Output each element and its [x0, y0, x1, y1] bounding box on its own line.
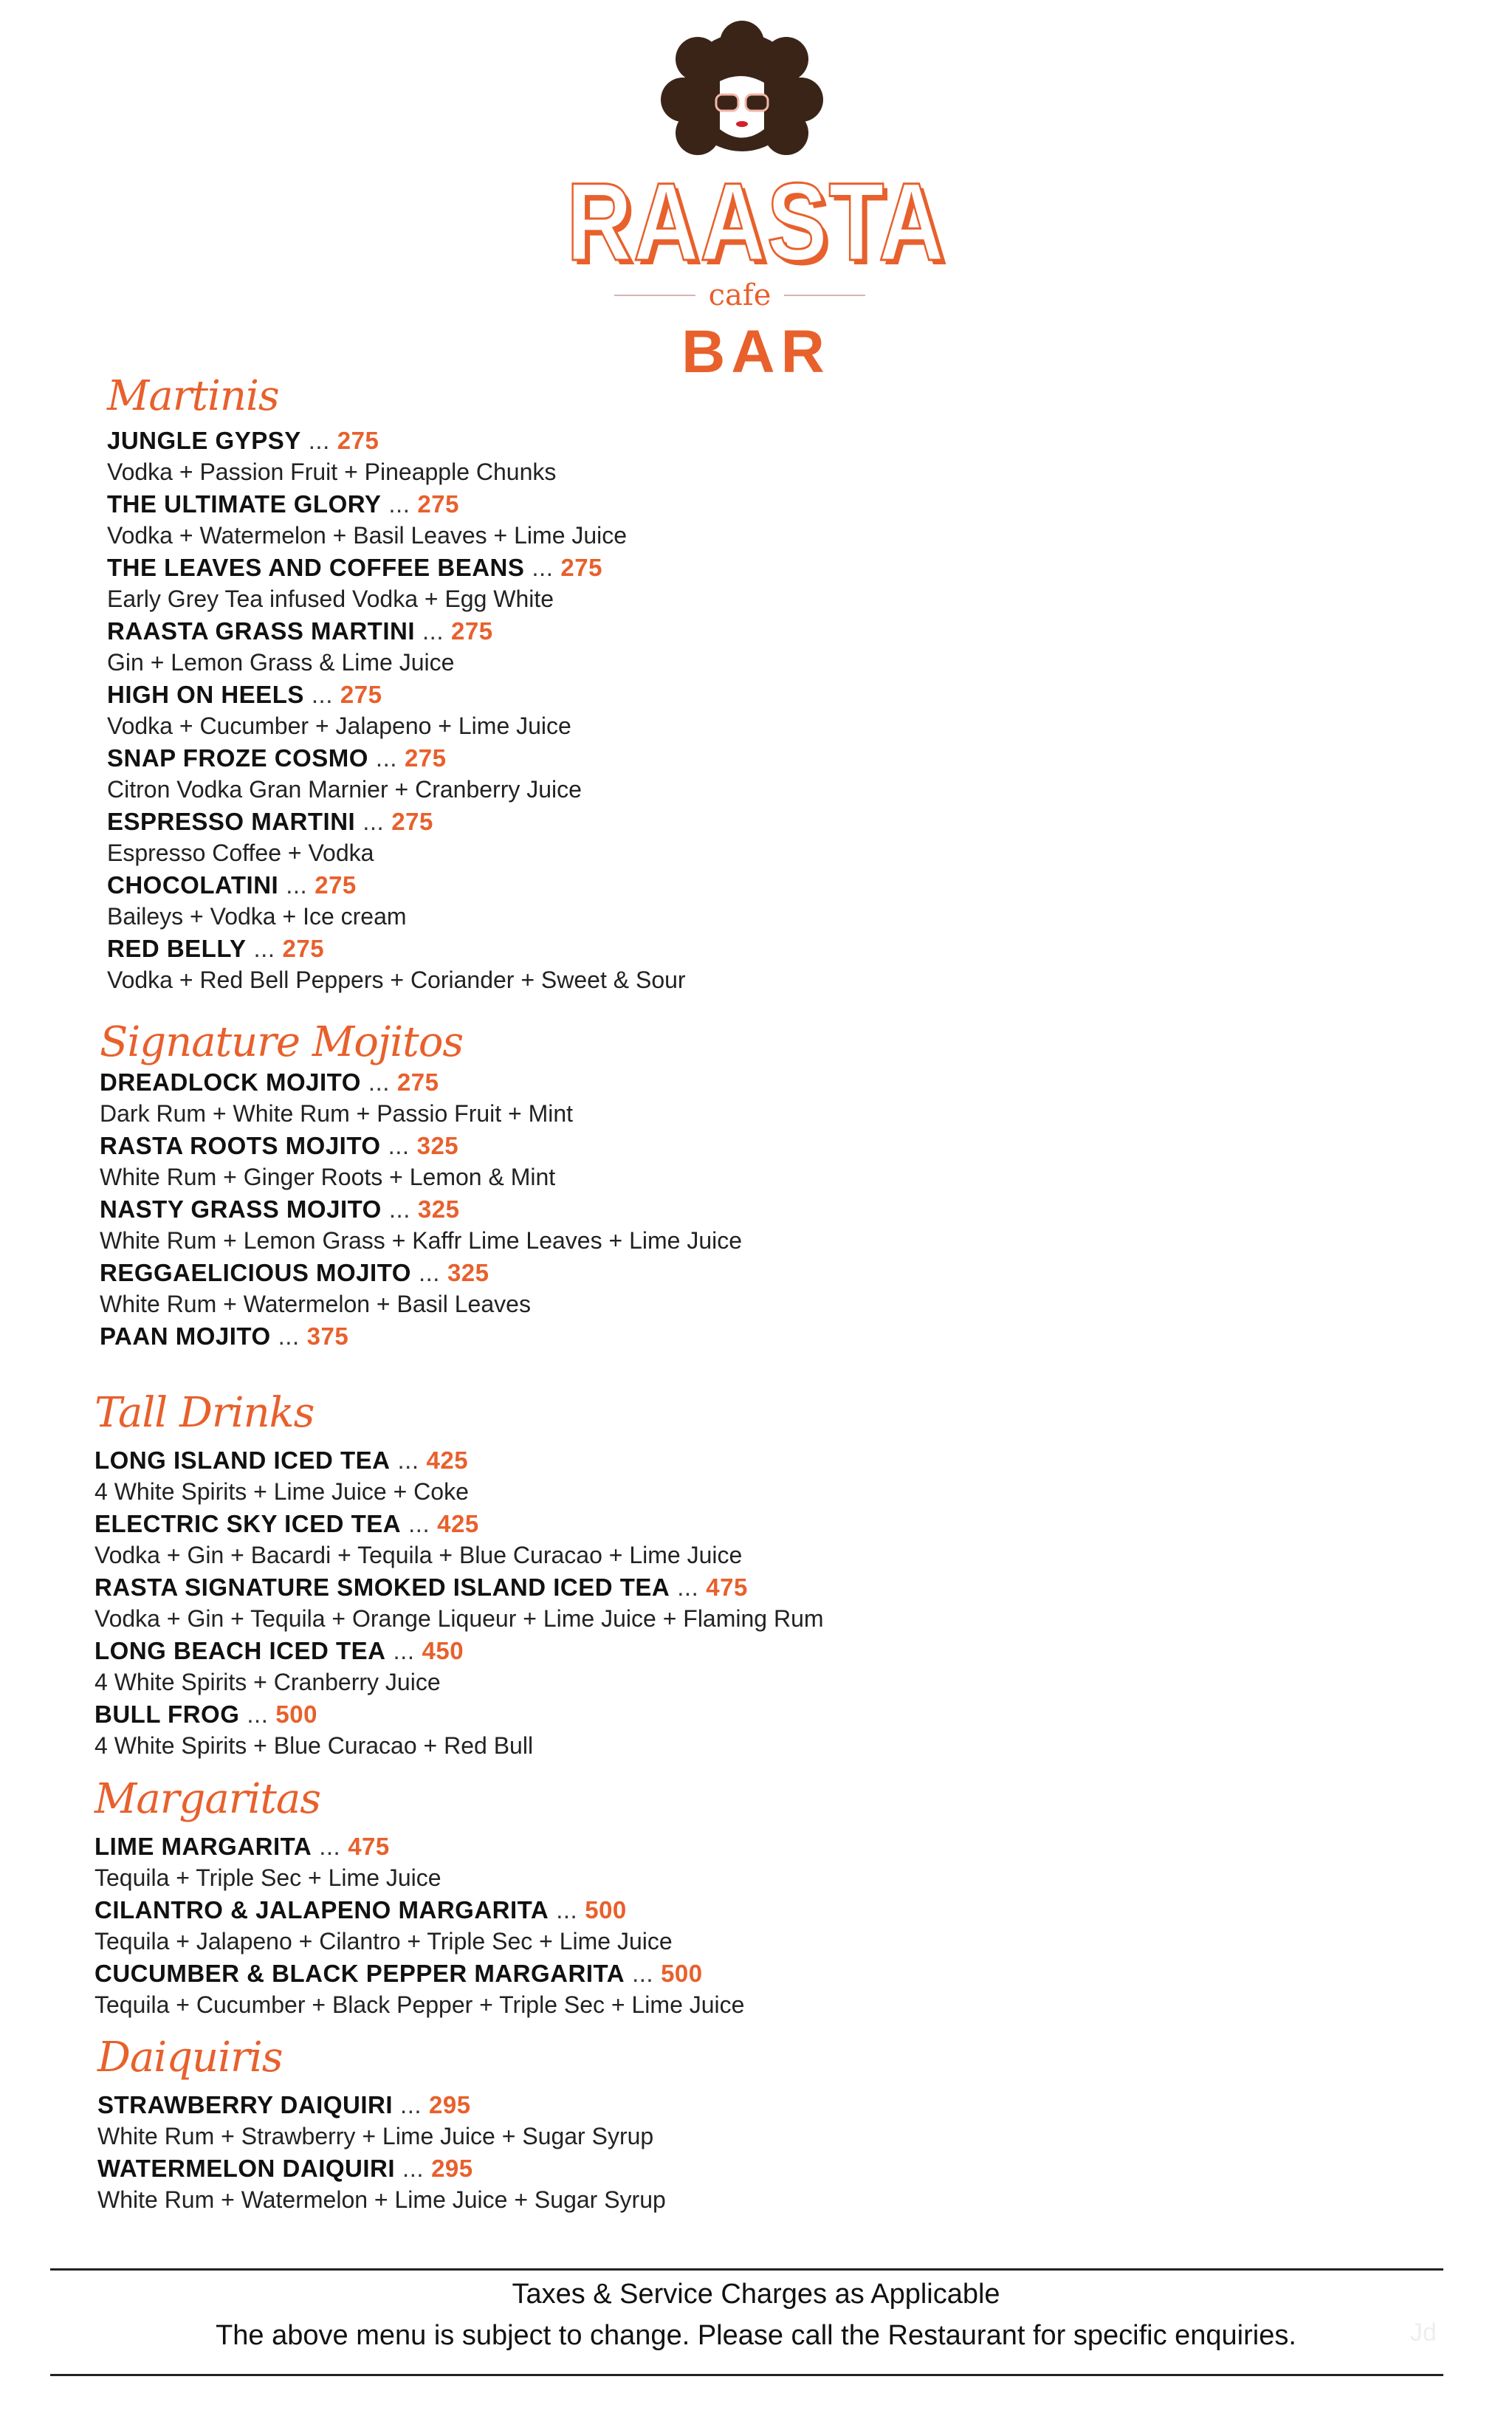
item-price: 500 — [585, 1896, 627, 1923]
menu-section — [100, 1019, 742, 1352]
item-price: 275 — [560, 554, 602, 581]
menu-item — [107, 869, 686, 901]
watermark: Jd — [1410, 2319, 1437, 2347]
item-name: STRAWBERRY DAIQUIRI — [97, 2091, 394, 2118]
item-name: ELECTRIC SKY ICED TEA — [94, 1510, 402, 1537]
item-description: Espresso Coffee + Vodka — [107, 840, 374, 866]
item-description: Tequila + Jalapeno + Cilantro + Triple Sec + Lime Juice — [94, 1928, 673, 1955]
bar-title: BAR — [681, 318, 831, 385]
separator: ... — [362, 808, 385, 835]
divider — [614, 295, 695, 296]
separator: ... — [388, 1132, 410, 1159]
item-name: DREADLOCK MOJITO — [100, 1068, 361, 1096]
item-description: Vodka + Cucumber + Jalapeno + Lime Juice — [107, 713, 571, 739]
item-name: WATERMELON DAIQUIRI — [97, 2155, 396, 2182]
cafe-label: cafe — [708, 278, 772, 312]
item-price: 425 — [437, 1510, 479, 1537]
cafe-subtitle — [614, 277, 865, 314]
section-title: Tall Drinks — [94, 1389, 315, 1437]
item-description: Vodka + Gin + Bacardi + Tequila + Blue Curacao + Lime Juice — [94, 1542, 743, 1568]
section-title: Margaritas — [94, 1775, 321, 1823]
item-name: LIME MARGARITA — [94, 1833, 312, 1860]
item-description: Vodka + Watermelon + Basil Leaves + Lime Juice — [107, 522, 628, 549]
item-name: JUNGLE GYPSY — [107, 427, 301, 454]
separator: ... — [319, 1833, 341, 1860]
menu-item — [107, 615, 686, 647]
separator: ... — [375, 744, 397, 772]
item-name: BULL FROG — [94, 1701, 240, 1728]
separator: ... — [368, 1068, 390, 1096]
menu-item — [94, 1957, 744, 1989]
item-description: 4 White Spirits + Blue Curacao + Red Bull — [94, 1732, 534, 1759]
item-price: 275 — [417, 490, 459, 518]
item-price: 295 — [431, 2155, 473, 2182]
menu-item — [107, 679, 686, 710]
separator: ... — [408, 1510, 430, 1537]
item-price: 275 — [451, 617, 493, 645]
menu-item — [107, 425, 686, 456]
menu-item — [94, 1444, 824, 1476]
menu-item — [94, 1635, 824, 1667]
item-name: LONG ISLAND ICED TEA — [94, 1446, 391, 1474]
menu-section — [94, 1390, 824, 1762]
item-price: 500 — [275, 1701, 317, 1728]
item-description: 4 White Spirits + Lime Juice + Coke — [94, 1478, 469, 1505]
item-description: Vodka + Gin + Tequila + Orange Liqueur + Lime Juice + Flaming Rum — [94, 1605, 824, 1632]
item-name: ESPRESSO MARTINI — [107, 808, 356, 835]
item-price: 375 — [306, 1322, 349, 1350]
item-price: 475 — [706, 1574, 748, 1601]
item-name: SNAP FROZE COSMO — [107, 744, 368, 772]
item-name: PAAN MOJITO — [100, 1322, 271, 1350]
item-name: CUCUMBER & BLACK PEPPER MARGARITA — [94, 1960, 625, 1987]
separator: ... — [308, 427, 330, 454]
footer-top-rule — [50, 2268, 1443, 2271]
item-description: Vodka + Passion Fruit + Pineapple Chunks — [107, 459, 557, 485]
separator: ... — [422, 617, 444, 645]
item-name: CILANTRO & JALAPENO MARGARITA — [94, 1896, 549, 1923]
menu-item — [94, 1698, 824, 1730]
item-price: 275 — [396, 1068, 439, 1096]
menu-item — [107, 488, 686, 520]
separator: ... — [556, 1896, 578, 1923]
menu-item — [97, 2089, 666, 2121]
menu-item — [94, 1830, 744, 1862]
divider — [784, 295, 865, 296]
item-price: 325 — [416, 1132, 459, 1159]
separator: ... — [388, 490, 410, 518]
menu-section — [107, 373, 686, 996]
separator: ... — [253, 935, 275, 962]
separator: ... — [397, 1446, 419, 1474]
item-price: 275 — [340, 681, 382, 708]
section-title: Signature Mojitos — [100, 1018, 464, 1066]
item-price: 275 — [315, 871, 357, 899]
separator: ... — [677, 1574, 699, 1601]
section-title: Daiquiris — [97, 2034, 283, 2082]
brand-name: RAASTA — [566, 159, 946, 284]
item-name: THE LEAVES AND COFFEE BEANS — [107, 554, 525, 581]
section-title: Martinis — [107, 372, 279, 420]
separator: ... — [311, 681, 333, 708]
item-price: 295 — [429, 2091, 471, 2118]
item-description: White Rum + Ginger Roots + Lemon & Mint — [100, 1164, 556, 1190]
item-price: 275 — [282, 935, 325, 962]
separator: ... — [532, 554, 554, 581]
item-name: LONG BEACH ICED TEA — [94, 1637, 386, 1664]
menu-item — [94, 1508, 824, 1540]
item-description: Dark Rum + White Rum + Passio Fruit + Mint — [100, 1100, 574, 1127]
separator: ... — [418, 1259, 440, 1286]
item-price: 275 — [404, 744, 447, 772]
item-name: RAASTA GRASS MARTINI — [107, 617, 415, 645]
item-name: RED BELLY — [107, 935, 247, 962]
item-price: 275 — [391, 808, 433, 835]
item-price: 475 — [348, 1833, 390, 1860]
item-name: RASTA ROOTS MOJITO — [100, 1132, 381, 1159]
item-name: REGGAELICIOUS MOJITO — [100, 1259, 411, 1286]
separator: ... — [247, 1701, 269, 1728]
item-price: 325 — [417, 1195, 460, 1223]
item-description: Vodka + Red Bell Peppers + Coriander + Sweet & Sour — [107, 967, 686, 993]
menu-item — [107, 742, 686, 774]
item-description: Tequila + Cucumber + Black Pepper + Triple Sec + Lime Juice — [94, 1991, 745, 2018]
footer-taxes-note: Taxes & Service Charges as Applicable — [512, 2279, 1000, 2310]
item-description: Citron Vodka Gran Marnier + Cranberry Juice — [107, 776, 582, 803]
item-description: Gin + Lemon Grass & Lime Juice — [107, 649, 455, 676]
item-description: Early Grey Tea infused Vodka + Egg White — [107, 586, 554, 612]
menu-item — [94, 1894, 744, 1926]
item-description: Baileys + Vodka + Ice cream — [107, 903, 407, 930]
menu-item — [107, 933, 686, 964]
menu-item — [100, 1066, 742, 1098]
item-description: White Rum + Watermelon + Lime Juice + Sugar Syrup — [97, 2186, 666, 2213]
footer-bottom-rule — [50, 2374, 1443, 2376]
item-name: RASTA SIGNATURE SMOKED ISLAND ICED TEA — [94, 1574, 670, 1601]
item-price: 500 — [661, 1960, 703, 1987]
separator: ... — [632, 1960, 654, 1987]
item-price: 450 — [422, 1637, 464, 1664]
separator: ... — [286, 871, 308, 899]
menu-section — [97, 2034, 666, 2216]
item-name: HIGH ON HEELS — [107, 681, 304, 708]
menu-item — [100, 1320, 742, 1352]
menu-item — [100, 1193, 742, 1225]
separator: ... — [393, 1637, 415, 1664]
menu-item — [100, 1257, 742, 1288]
item-price: 275 — [337, 427, 379, 454]
item-price: 425 — [426, 1446, 469, 1474]
menu-section — [94, 1776, 744, 2021]
separator: ... — [400, 2091, 422, 2118]
item-description: White Rum + Watermelon + Basil Leaves — [100, 1291, 531, 1317]
item-name: CHOCOLATINI — [107, 871, 279, 899]
menu-item — [94, 1571, 824, 1603]
item-description: White Rum + Lemon Grass + Kaffr Lime Leaves + Lime Juice — [100, 1227, 743, 1254]
menu-item — [97, 2152, 666, 2184]
menu-item — [107, 806, 686, 837]
footer-disclaimer: The above menu is subject to change. Please call the Restaurant for specific enquiries. — [216, 2320, 1296, 2351]
item-description: White Rum + Strawberry + Lime Juice + Sugar Syrup — [97, 2123, 654, 2149]
separator: ... — [388, 1195, 410, 1223]
item-description: 4 White Spirits + Cranberry Juice — [94, 1669, 441, 1695]
menu-item — [100, 1130, 742, 1161]
menu-item — [107, 552, 686, 583]
item-name: THE ULTIMATE GLORY — [107, 490, 382, 518]
item-name: NASTY GRASS MOJITO — [100, 1195, 382, 1223]
item-description: Tequila + Triple Sec + Lime Juice — [94, 1864, 441, 1891]
separator: ... — [402, 2155, 425, 2182]
item-price: 325 — [447, 1259, 489, 1286]
separator: ... — [278, 1322, 300, 1350]
